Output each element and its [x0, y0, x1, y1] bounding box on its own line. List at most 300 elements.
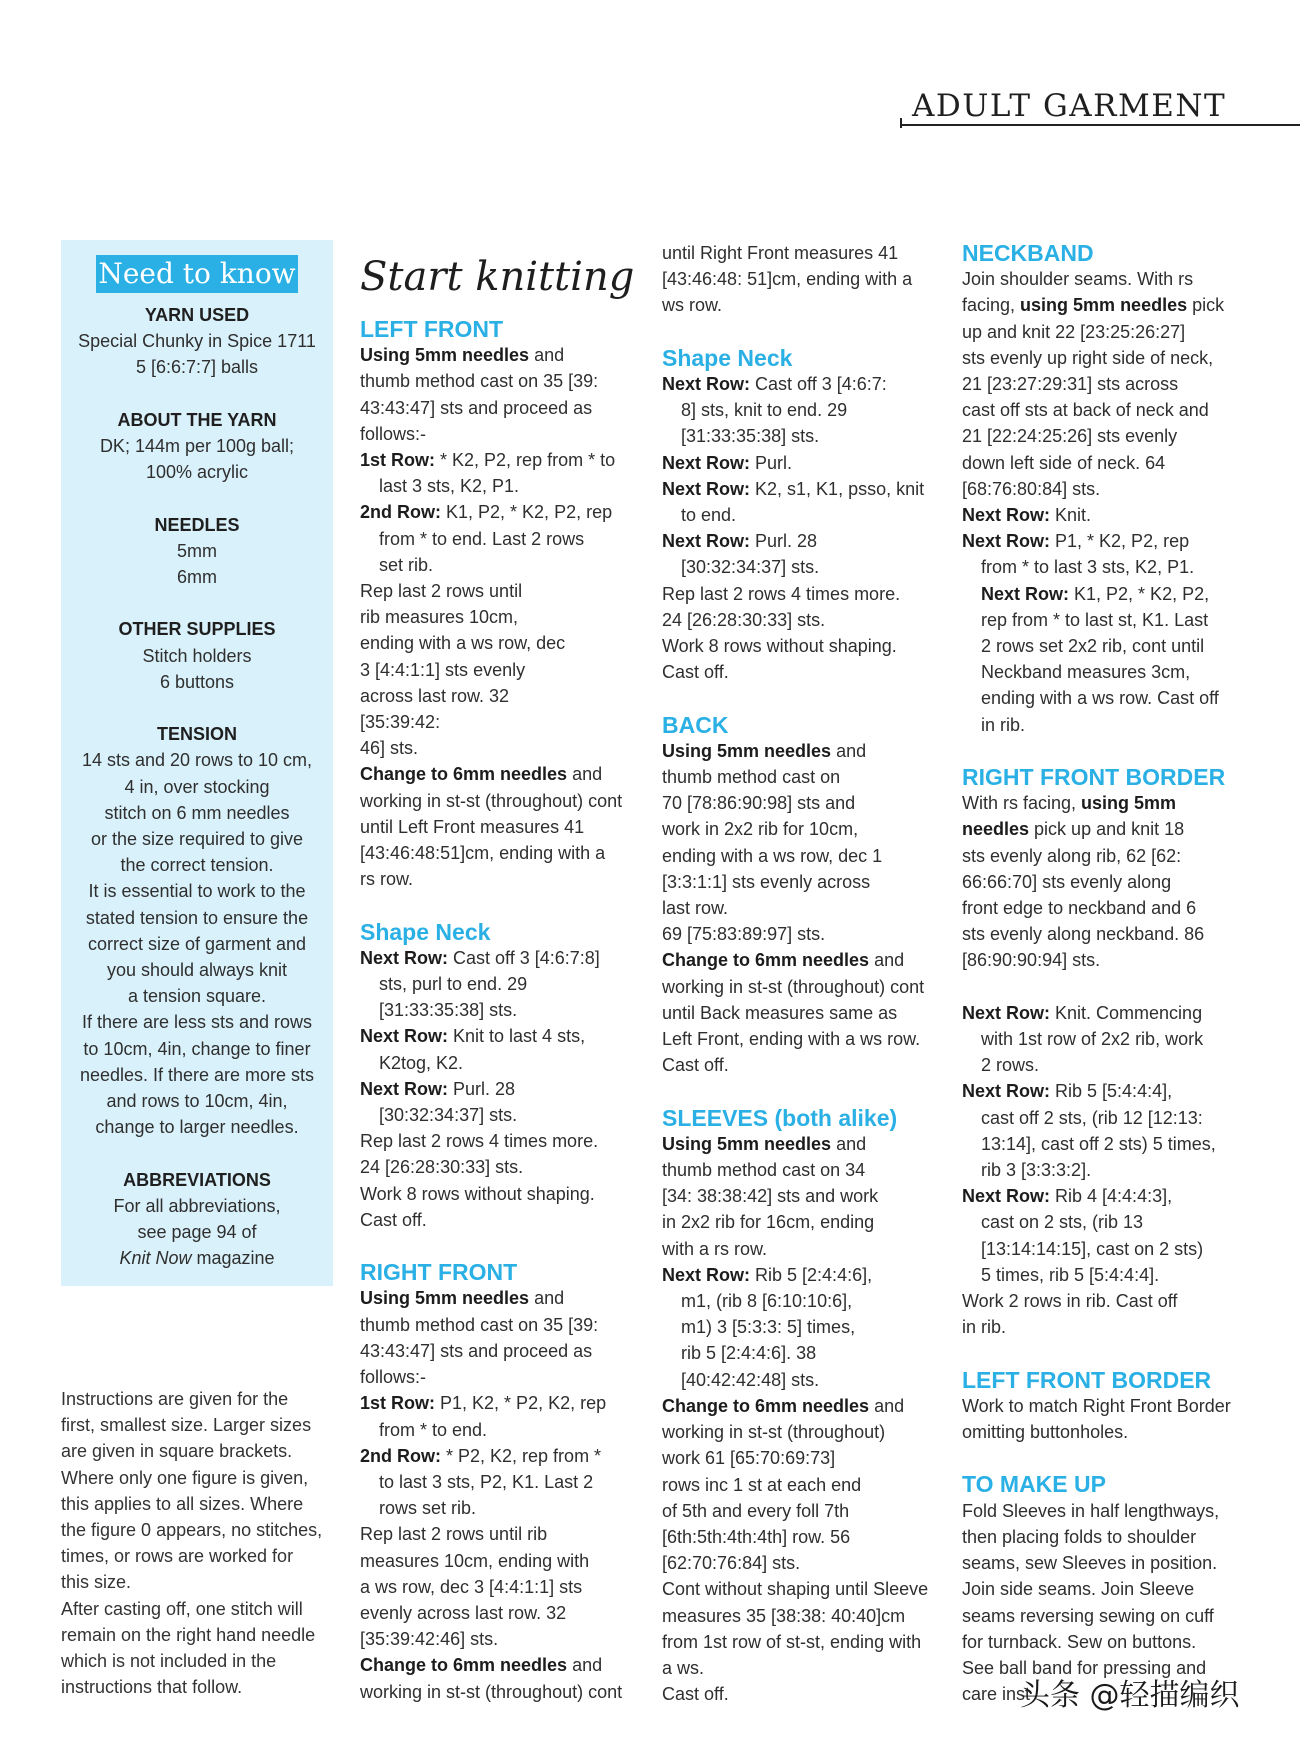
instruction-text: in 2x2 rib for 16cm, ending [662, 1212, 875, 1233]
sidebar-line: 4 in, over stocking [124, 776, 270, 797]
instruction-bold: Change to 6mm needles [662, 950, 870, 971]
spacer [962, 1341, 1242, 1367]
spacer [962, 974, 1242, 1000]
instruction-text: omitting buttonholes. [962, 1422, 1129, 1443]
instruction-text: K1, P2, * K2, P2, rep [441, 502, 613, 523]
instruction-line [962, 712, 1242, 738]
instruction-bold: Next Row: [962, 1002, 1051, 1023]
instruction-line [962, 371, 1242, 397]
instruction-text: P1, K2, * P2, K2, rep [435, 1393, 607, 1414]
instruction-bold: Next Row: [962, 505, 1051, 526]
instruction-text: Cast off. [662, 1055, 729, 1076]
instruction-text: P1, * K2, P2, rep [1050, 531, 1190, 552]
instruction-line [962, 1314, 1242, 1340]
instruction-line [962, 816, 1242, 842]
spacer [360, 892, 640, 918]
instruction-line [360, 1207, 640, 1233]
instruction-line [662, 1655, 942, 1681]
sidebar-line: Stitch holders [142, 645, 252, 666]
instruction-line [360, 630, 640, 656]
instruction-line [360, 997, 640, 1023]
sidebar-section [61, 616, 333, 695]
instruction-line [962, 1157, 1242, 1183]
instruction-text: work 61 [65:70:69:73] [662, 1448, 836, 1469]
instruction-text: follows:- [360, 1367, 427, 1388]
instruction-text: 5 times, rib 5 [5:4:4:4]. [981, 1264, 1160, 1285]
sidebar-line: 5 [6:6:7:7] balls [135, 357, 259, 378]
instruction-bold: Next Row: [962, 531, 1051, 552]
instruction-line [962, 1183, 1242, 1209]
instruction-line [360, 1626, 640, 1652]
instruction-text: sts evenly along neckband. 86 [962, 924, 1205, 945]
note-line: After casting off, one stitch will [61, 1598, 303, 1619]
sidebar-line: the correct tension. [120, 855, 274, 876]
sidebar-content [61, 302, 333, 1298]
instruction-line [962, 1052, 1242, 1078]
section-heading: RIGHT FRONT BORDER [962, 764, 1226, 791]
instruction-text: 8] sts, knit to end. 29 [681, 400, 848, 421]
instruction-line [360, 1548, 640, 1574]
instruction-line [662, 816, 942, 842]
sidebar-section [61, 407, 333, 486]
instruction-line [962, 1026, 1242, 1052]
instruction-line [662, 528, 942, 554]
instruction-line [962, 476, 1242, 502]
instruction-text: and [567, 1655, 603, 1676]
instruction-line [360, 526, 640, 552]
instruction-text: 69 [75:83:89:97] sts. [662, 924, 826, 945]
section-heading: RIGHT FRONT [360, 1259, 518, 1286]
instruction-line [360, 814, 640, 840]
instruction-line [360, 1181, 640, 1207]
instruction-line [962, 1603, 1242, 1629]
page-header [900, 88, 1300, 128]
instruction-bold: needles [962, 819, 1030, 840]
instruction-line [360, 1154, 640, 1180]
instruction-text: and [529, 345, 565, 366]
sidebar-heading: ABOUT THE YARN [117, 409, 277, 430]
instruction-bold: Next Row: [962, 1081, 1051, 1102]
instruction-text: Cont without shaping until Sleeve [662, 1579, 929, 1600]
instruction-line [962, 843, 1242, 869]
instruction-text: Cast off 3 [4:6:7:8] [448, 947, 600, 968]
instruction-line [962, 1105, 1242, 1131]
instruction-text: Cast off 3 [4:6:7: [750, 374, 887, 394]
instruction-text: care inst [962, 1684, 1031, 1705]
instruction-text: down left side of neck. 64 [962, 452, 1166, 473]
spacer [662, 1078, 942, 1104]
instruction-text: rib measures 10cm, [360, 607, 519, 628]
instruction-bold: Using 5mm needles [360, 1288, 530, 1309]
sidebar-line: 5mm [177, 540, 217, 561]
instruction-text: ws row. [662, 295, 723, 316]
instruction-text: Work 8 rows without shaping. [360, 1183, 595, 1204]
instruction-line [662, 843, 942, 869]
instruction-line [360, 1390, 640, 1416]
instruction-text: measures 10cm, ending with [360, 1550, 590, 1571]
instruction-text: a ws row, dec 3 [4:4:1:1] sts [360, 1576, 583, 1597]
instruction-line [360, 866, 640, 892]
instruction-line [962, 581, 1242, 607]
note-line: which is not included in the [61, 1651, 277, 1672]
instruction-text: 46] sts. [360, 738, 419, 759]
instruction-text: work in 2x2 rib for 10cm, [662, 819, 859, 840]
instruction-text: [31:33:35:38] sts. [681, 426, 820, 447]
instruction-bold: Next Row: [662, 1264, 751, 1285]
column-3 [962, 240, 1242, 1707]
instruction-text: m1) 3 [5:3:3: 5] times, [681, 1317, 856, 1338]
instruction-line [662, 738, 942, 764]
instruction-line [662, 1026, 942, 1052]
instruction-text: cast off sts at back of neck and [962, 400, 1209, 421]
instruction-line [662, 895, 942, 921]
instruction-bold: Using 5mm needles [662, 740, 832, 761]
instruction-line [360, 1076, 640, 1102]
instruction-text: Knit. [1050, 505, 1092, 526]
instruction-line [360, 473, 640, 499]
instruction-bold: Next Row: [360, 1026, 449, 1047]
instruction-line [962, 1131, 1242, 1157]
instruction-text: Knit. Commencing [1050, 1002, 1203, 1023]
instruction-line [662, 1314, 942, 1340]
instruction-line [662, 266, 942, 292]
instruction-text: K2, s1, K1, psso, knit [750, 478, 925, 499]
instruction-text: sts, purl to end. 29 [379, 974, 528, 995]
instruction-text: Rib 4 [4:4:4:3], [1050, 1186, 1173, 1207]
instruction-text: and [869, 1395, 905, 1416]
instruction-text: 2 rows set 2x2 rib, cont until [981, 636, 1205, 657]
instruction-text: rows set rib. [379, 1498, 477, 1519]
instruction-line [662, 476, 942, 502]
sidebar-line [61, 1245, 333, 1271]
instruction-line [360, 368, 640, 394]
instruction-text: rib 3 [3:3:3:2]. [981, 1160, 1092, 1181]
sidebar-line: 100% acrylic [145, 462, 249, 483]
instruction-text: thumb method cast on 35 [39: [360, 371, 599, 392]
instruction-text: rows inc 1 st at each end [662, 1474, 862, 1495]
instruction-bold: Next Row: [962, 1186, 1051, 1207]
note-line: times, or rows are worked for [61, 1546, 294, 1567]
instruction-text: [68:76:80:84] sts. [962, 478, 1101, 499]
instruction-line [962, 685, 1242, 711]
instruction-line [662, 1262, 942, 1288]
note-line: are given in square brackets. [61, 1441, 293, 1462]
column-2 [662, 240, 942, 1707]
instruction-text: Fold Sleeves in half lengthways, [962, 1500, 1220, 1521]
instruction-text: Rib 5 [5:4:4:4], [1050, 1081, 1173, 1102]
sidebar-line-text: magazine [191, 1248, 275, 1269]
instruction-line [962, 869, 1242, 895]
instruction-line [662, 921, 942, 947]
instruction-text: Rep last 2 rows 4 times more. [360, 1131, 599, 1152]
instruction-text: a ws. [662, 1657, 705, 1678]
instruction-line [360, 499, 640, 525]
instruction-text: and [567, 764, 603, 785]
sidebar-line: If there are less sts and rows [81, 1012, 313, 1033]
instruction-line [662, 869, 942, 895]
instruction-line [662, 633, 942, 659]
instruction-text: thumb method cast on [662, 767, 841, 788]
instruction-text: of 5th and every foll 7th [662, 1500, 850, 1521]
instruction-text: ending with a ws row. Cast off [981, 688, 1219, 709]
instruction-text: working in st-st (throughout) cont [662, 976, 925, 997]
instruction-line [962, 1078, 1242, 1104]
instruction-line [962, 1550, 1242, 1576]
instruction-line [360, 1364, 640, 1390]
instruction-text: [13:14:14:15], cast on 2 sts) [981, 1238, 1204, 1259]
instruction-line [962, 1236, 1242, 1262]
instruction-text: across last row. 32 [360, 685, 510, 706]
sidebar-line: It is essential to work to the [88, 881, 306, 902]
instruction-line [662, 1340, 942, 1366]
instruction-text: [43:46:48:51]cm, ending with a [360, 843, 606, 864]
instruction-line [662, 659, 942, 685]
instruction-text: K2tog, K2. [379, 1052, 464, 1073]
sidebar-line: 6mm [177, 567, 217, 587]
instruction-text: Work to match Right Front Border [962, 1395, 1231, 1416]
instruction-text: Cast off. [360, 1209, 427, 1230]
instruction-line [360, 1312, 640, 1338]
sidebar-line: to 10cm, 4in, change to finer [83, 1038, 311, 1059]
instruction-line [962, 319, 1242, 345]
instruction-text: Rib 5 [2:4:4:6], [750, 1264, 873, 1285]
instruction-text: sts evenly along rib, 62 [62: [962, 845, 1182, 866]
instruction-text: last 3 sts, K2, P1. [379, 476, 520, 497]
instruction-line [962, 292, 1242, 318]
instruction-text: follows:- [360, 423, 427, 444]
instruction-text: * K2, P2, rep from * to [435, 450, 616, 471]
instruction-text: cast off 2 sts, (rib 12 [12:13: [981, 1107, 1203, 1128]
sidebar-section [61, 302, 333, 381]
instruction-text: from * to end. Last 2 rows [379, 528, 585, 549]
instruction-line [962, 345, 1242, 371]
instruction-text: 13:14], cast off 2 sts) 5 times, [981, 1133, 1216, 1154]
section-heading: TO MAKE UP [962, 1471, 1106, 1498]
instruction-line [662, 1524, 942, 1550]
instruction-text: rep from * to last st, K1. Last [981, 609, 1209, 630]
instruction-text: See ball band for pressing and [962, 1657, 1207, 1678]
instruction-text: facing, [962, 295, 1021, 316]
instruction-line [360, 1600, 640, 1626]
instruction-line [360, 1023, 640, 1049]
start-knitting-title: Start knitting [360, 254, 635, 300]
instruction-text: Left Front, ending with a ws row. [662, 1029, 921, 1050]
header-rule [900, 124, 1300, 126]
instruction-text: and [529, 1288, 565, 1309]
instruction-text: [30:32:34:37] sts. [681, 557, 820, 578]
instruction-text: K1, P2, * K2, P2, [1069, 583, 1210, 604]
instruction-line [360, 604, 640, 630]
section-heading: LEFT FRONT [360, 316, 504, 342]
instruction-text: cast on 2 sts, (rib 13 [981, 1212, 1144, 1233]
instruction-line [962, 1393, 1242, 1419]
sidebar-heading: TENSION [156, 724, 237, 745]
note-line: remain on the right hand needle [61, 1624, 316, 1645]
instruction-text: Purl. [750, 452, 793, 473]
column-1 [360, 252, 640, 1705]
instruction-line [360, 1128, 640, 1154]
instruction-text: in rib. [962, 1317, 1007, 1338]
sidebar-line: you should always knit [106, 960, 288, 981]
instruction-line [360, 1417, 640, 1443]
instruction-line [360, 395, 640, 421]
instruction-bold: Next Row: [360, 1078, 449, 1099]
instruction-text: and [831, 740, 867, 761]
magazine-name: Knit Now [119, 1248, 192, 1269]
instruction-text: [35:39:42:46] sts. [360, 1629, 499, 1650]
note-line: the figure 0 appears, no stitches, [61, 1520, 323, 1541]
instruction-text: 66:66:70] sts evenly along [962, 871, 1172, 892]
instruction-line [662, 292, 942, 318]
instruction-line [360, 1574, 640, 1600]
instruction-text: Join side seams. Join Sleeve [962, 1579, 1195, 1600]
note-line: first, smallest size. Larger sizes [61, 1415, 312, 1436]
instruction-text: Work 8 rows without shaping. [662, 636, 897, 657]
instruction-bold: Using 5mm needles [360, 345, 530, 366]
note-line: Where only one figure is given, [61, 1467, 309, 1488]
instruction-line [962, 1419, 1242, 1445]
instruction-text: front edge to neckband and 6 [962, 898, 1197, 919]
page-title: ADULT GARMENT [912, 88, 1227, 124]
instruction-line [360, 342, 640, 368]
instruction-text: and [869, 950, 905, 971]
instruction-line [662, 450, 942, 476]
sidebar-heading: NEEDLES [154, 514, 240, 535]
instruction-line [962, 502, 1242, 528]
instruction-line [662, 240, 942, 266]
instruction-line [662, 1288, 942, 1314]
instruction-bold: Change to 6mm needles [360, 764, 568, 785]
instruction-line [962, 1288, 1242, 1314]
instruction-bold: 2nd Row: [360, 502, 441, 523]
instruction-text: Neckband measures 3cm, [981, 662, 1191, 683]
section-heading: SLEEVES (both alike) [662, 1104, 898, 1131]
instruction-text: from * to last 3 sts, K2, P1. [981, 557, 1195, 578]
instruction-text: [31:33:35:38] sts. [379, 1000, 518, 1021]
instruction-line [360, 578, 640, 604]
instruction-line [962, 554, 1242, 580]
instruction-text: With rs facing, [962, 793, 1082, 814]
instruction-line [962, 659, 1242, 685]
instruction-line [662, 1629, 942, 1655]
instruction-text: [40:42:42:48] sts. [681, 1369, 820, 1390]
instruction-text: rs row. [360, 869, 414, 890]
instruction-text: 24 [26:28:30:33] sts. [662, 609, 826, 630]
instruction-line [662, 1367, 942, 1393]
instruction-text: then placing folds to shoulder [962, 1526, 1197, 1547]
instruction-line [962, 895, 1242, 921]
instruction-line [962, 450, 1242, 476]
instruction-line [662, 1498, 942, 1524]
instruction-text: to end. [681, 505, 737, 526]
instruction-line [962, 633, 1242, 659]
instruction-text: and [831, 1133, 867, 1154]
sidebar-line: and rows to 10cm, 4in, [106, 1091, 288, 1112]
instruction-bold: Next Row: [662, 478, 751, 499]
instruction-text: thumb method cast on 34 [662, 1160, 866, 1181]
instruction-line [662, 1393, 942, 1419]
instruction-line [962, 1524, 1242, 1550]
note-line: Instructions are given for the [61, 1389, 289, 1409]
instruction-line [360, 761, 640, 787]
instruction-text: Purl. 28 [750, 531, 818, 552]
section-heading: Shape Neck [662, 344, 793, 371]
instruction-line [360, 552, 640, 578]
instruction-text: Rep last 2 rows 4 times more. [662, 583, 901, 604]
instruction-text: Knit to last 4 sts, [448, 1026, 586, 1047]
instruction-line [662, 1183, 942, 1209]
instruction-line [662, 397, 942, 423]
note-line: instructions that follow. [61, 1677, 243, 1698]
instruction-line [360, 1338, 640, 1364]
sidebar-line: or the size required to give [90, 829, 304, 849]
instruction-text: working in st-st (throughout) cont [360, 1681, 623, 1702]
instruction-text: 43:43:47] sts and proceed as [360, 397, 593, 418]
instruction-text: seams, sew Sleeves in position. [962, 1553, 1218, 1574]
instruction-line [662, 1576, 942, 1602]
instruction-line [962, 607, 1242, 633]
sidebar-line: needles. If there are more sts [79, 1064, 315, 1085]
instruction-line [662, 1052, 942, 1078]
size-instructions-note [61, 1386, 351, 1700]
instruction-bold: 1st Row: [360, 1393, 436, 1414]
sidebar-heading: OTHER SUPPLIES [118, 619, 276, 640]
instruction-line [662, 1157, 942, 1183]
instruction-line [360, 840, 640, 866]
instruction-text: Rep last 2 rows until rib [360, 1524, 548, 1545]
instruction-text: with a rs row. [662, 1238, 768, 1259]
section-heading: LEFT FRONT BORDER [962, 1366, 1212, 1393]
instruction-line [360, 1443, 640, 1469]
instruction-text: rib 5 [2:4:4:6]. 38 [681, 1343, 817, 1364]
instruction-line [662, 1681, 942, 1707]
instruction-bold: Next Row: [981, 583, 1070, 604]
instruction-text: Purl. 28 [448, 1078, 516, 1099]
sidebar-heading: ABBREVIATIONS [123, 1169, 271, 1190]
instruction-line [962, 790, 1242, 816]
instruction-line [360, 788, 640, 814]
spacer [962, 738, 1242, 764]
instruction-line [962, 921, 1242, 947]
instruction-text: [35:39:42: [360, 712, 441, 733]
instruction-text: last row. [662, 898, 729, 919]
instruction-text: ending with a ws row, dec 1 [662, 845, 883, 866]
sidebar-line: see page 94 of [137, 1222, 257, 1243]
instruction-line [360, 1521, 640, 1547]
instruction-line [662, 974, 942, 1000]
instruction-bold: Next Row: [662, 531, 751, 552]
instruction-line [662, 1419, 942, 1445]
instruction-line [662, 764, 942, 790]
instruction-text: Cast off. [662, 662, 729, 683]
instruction-text: seams reversing sewing on cuff [962, 1605, 1214, 1626]
instruction-text: 24 [26:28:30:33] sts. [360, 1157, 524, 1178]
watermark: 头条 @轻描编织 [1020, 1678, 1240, 1713]
instruction-bold: 1st Row: [360, 450, 436, 471]
note-line: this size. [61, 1572, 132, 1593]
instruction-line [360, 1050, 640, 1076]
instruction-text: Cast off. [662, 1684, 729, 1705]
instruction-text: 2 rows. [981, 1055, 1040, 1076]
instruction-text: thumb method cast on 35 [39: [360, 1314, 599, 1335]
sidebar-line: a tension square. [127, 986, 267, 1007]
instruction-line [662, 1445, 942, 1471]
sidebar-line: DK; 144m per 100g ball; [99, 436, 295, 456]
instruction-line [662, 371, 942, 397]
instruction-line [962, 266, 1242, 292]
instruction-text: up and knit 22 [23:25:26:27] [962, 321, 1186, 342]
instruction-text: 3 [4:4:1:1] sts evenly [360, 659, 526, 680]
